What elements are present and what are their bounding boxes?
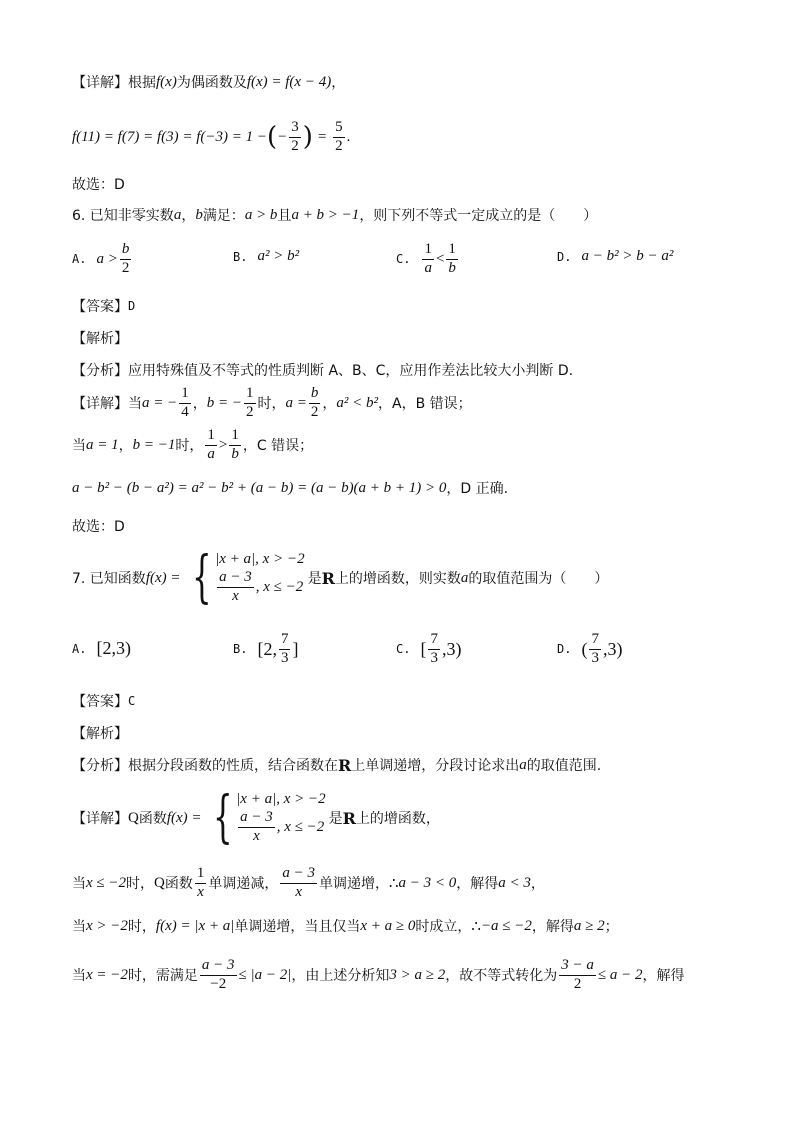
q6-jiexi: 【解析】 [72,331,128,347]
q7-detail-4: 当 x = −2 时，需满足 $\frac{a - 3}{-2}$ ≤ |a − 2| ，由上述分析知 3 > a ≥ 2 ，故不等式转化为 $\frac{3 - a}{2}$ ≤ a − 2 ，解得 [72,957,685,992]
q5-calc-line: f(11) = f(7) = f(3) = f(−3) = 1 − ( − $\frac{3}{2}$ ) = $\frac{5}{2}$ . [72,119,351,154]
q6-answer: 故选：D [72,519,125,535]
q7-stem: 7. 已知函数 f(x) = { |x + a|, x > −2 $\frac{a - 3}{x}$ , x ≤ −2 是 R 上的增函数，则实数 a 的取值范围为（ ） [72,545,609,610]
q7-option-c[interactable]: C. [ $\frac{7}{3}$ ,3) [396,631,462,666]
q6-option-b[interactable]: B. a² > b² [233,248,300,264]
q7-detail-3: 当 x > −2 时， f(x) = |x + a| 单调递增，当且仅当 x + a ≥ 0 时成立， ∴ −a ≤ −2 ，解得 a ≥ 2 ； [72,917,619,935]
q7-jiexi: 【解析】 [72,726,128,742]
fraction: $\frac{3}{2}$ [291,119,299,154]
detail-label: 【详解】 [72,75,128,91]
q5-answer: 故选：D [72,177,125,193]
q7-detail-1: 【详解】 Q 函数 f(x) = { |x + a|, x > −2 $\frac{a - 3}{x}$ , x ≤ −2 是 R 上的增函数， [72,785,440,850]
q6-detail-1: 【详解】 当 a = − $\frac{1}{4}$ ， b = − $\frac{1}{2}$ 时， a = $\frac{b}{2}$ ， a² < b² ，A，B 错误； [72,385,472,420]
q7-fenxi: 【分析】 根据分段函数的性质，结合函数在 R 上单调递增，分段讨论求出 a 的取值范围. [72,755,602,775]
fraction: $\frac{5}{2}$ [335,119,343,154]
q7-answer-line: 【答案】 C [72,694,136,710]
q6-option-a[interactable]: A. a > $\frac{b}{2}$ [72,241,130,276]
q7-detail-2: 当 x ≤ −2 时， Q 函数 $\frac{1}{x}$ 单调递减， $\frac{a - 3}{x}$ 单调递增， ∴ a − 3 < 0 ，解得 a < 3 ， [72,865,545,900]
q6-stem: 6. 已知非零实数 a ， b 满足： a > b 且 a + b > −1 ，则下列不等式一定成立的是（ ） [72,206,598,224]
q7-option-a[interactable]: A. [2,3) [72,638,131,658]
q6-option-c[interactable]: C. $\frac{1}{a}$ < $\frac{1}{b}$ [396,241,456,276]
piecewise-function: { |x + a|, x > −2 $\frac{a - 3}{x}$ , x ≤ −2 [191,545,305,610]
q5-detail-line: 【详解】 根据 f(x) 为偶函数及 f(x) = f(x − 4) ， [72,73,346,91]
q6-fenxi: 【分析】 应用特殊值及不等式的性质判断 A、B、C，应用作差法比较大小判断 D. [72,363,574,379]
q7-option-b[interactable]: B. [2, $\frac{7}{3}$ ] [233,631,299,666]
piecewise-function: { |x + a|, x > −2 $\frac{a - 3}{x}$ , x ≤ −2 [212,785,326,850]
q6-detail-3: a − b² − (b − a²) = a² − b² + (a − b) = (a − b)(a + b + 1) > 0 ，D 正确. [72,479,509,497]
q6-detail-2: 当 a = 1 ， b = −1 时， $\frac{1}{a}$ > $\frac{1}{b}$ ，C 错误； [72,427,314,462]
q6-answer-line: 【答案】 D [72,299,136,315]
q6-option-d[interactable]: D. a − b² > b − a² [557,248,674,264]
q7-option-d[interactable]: D. ( $\frac{7}{3}$ ,3) [557,631,623,666]
